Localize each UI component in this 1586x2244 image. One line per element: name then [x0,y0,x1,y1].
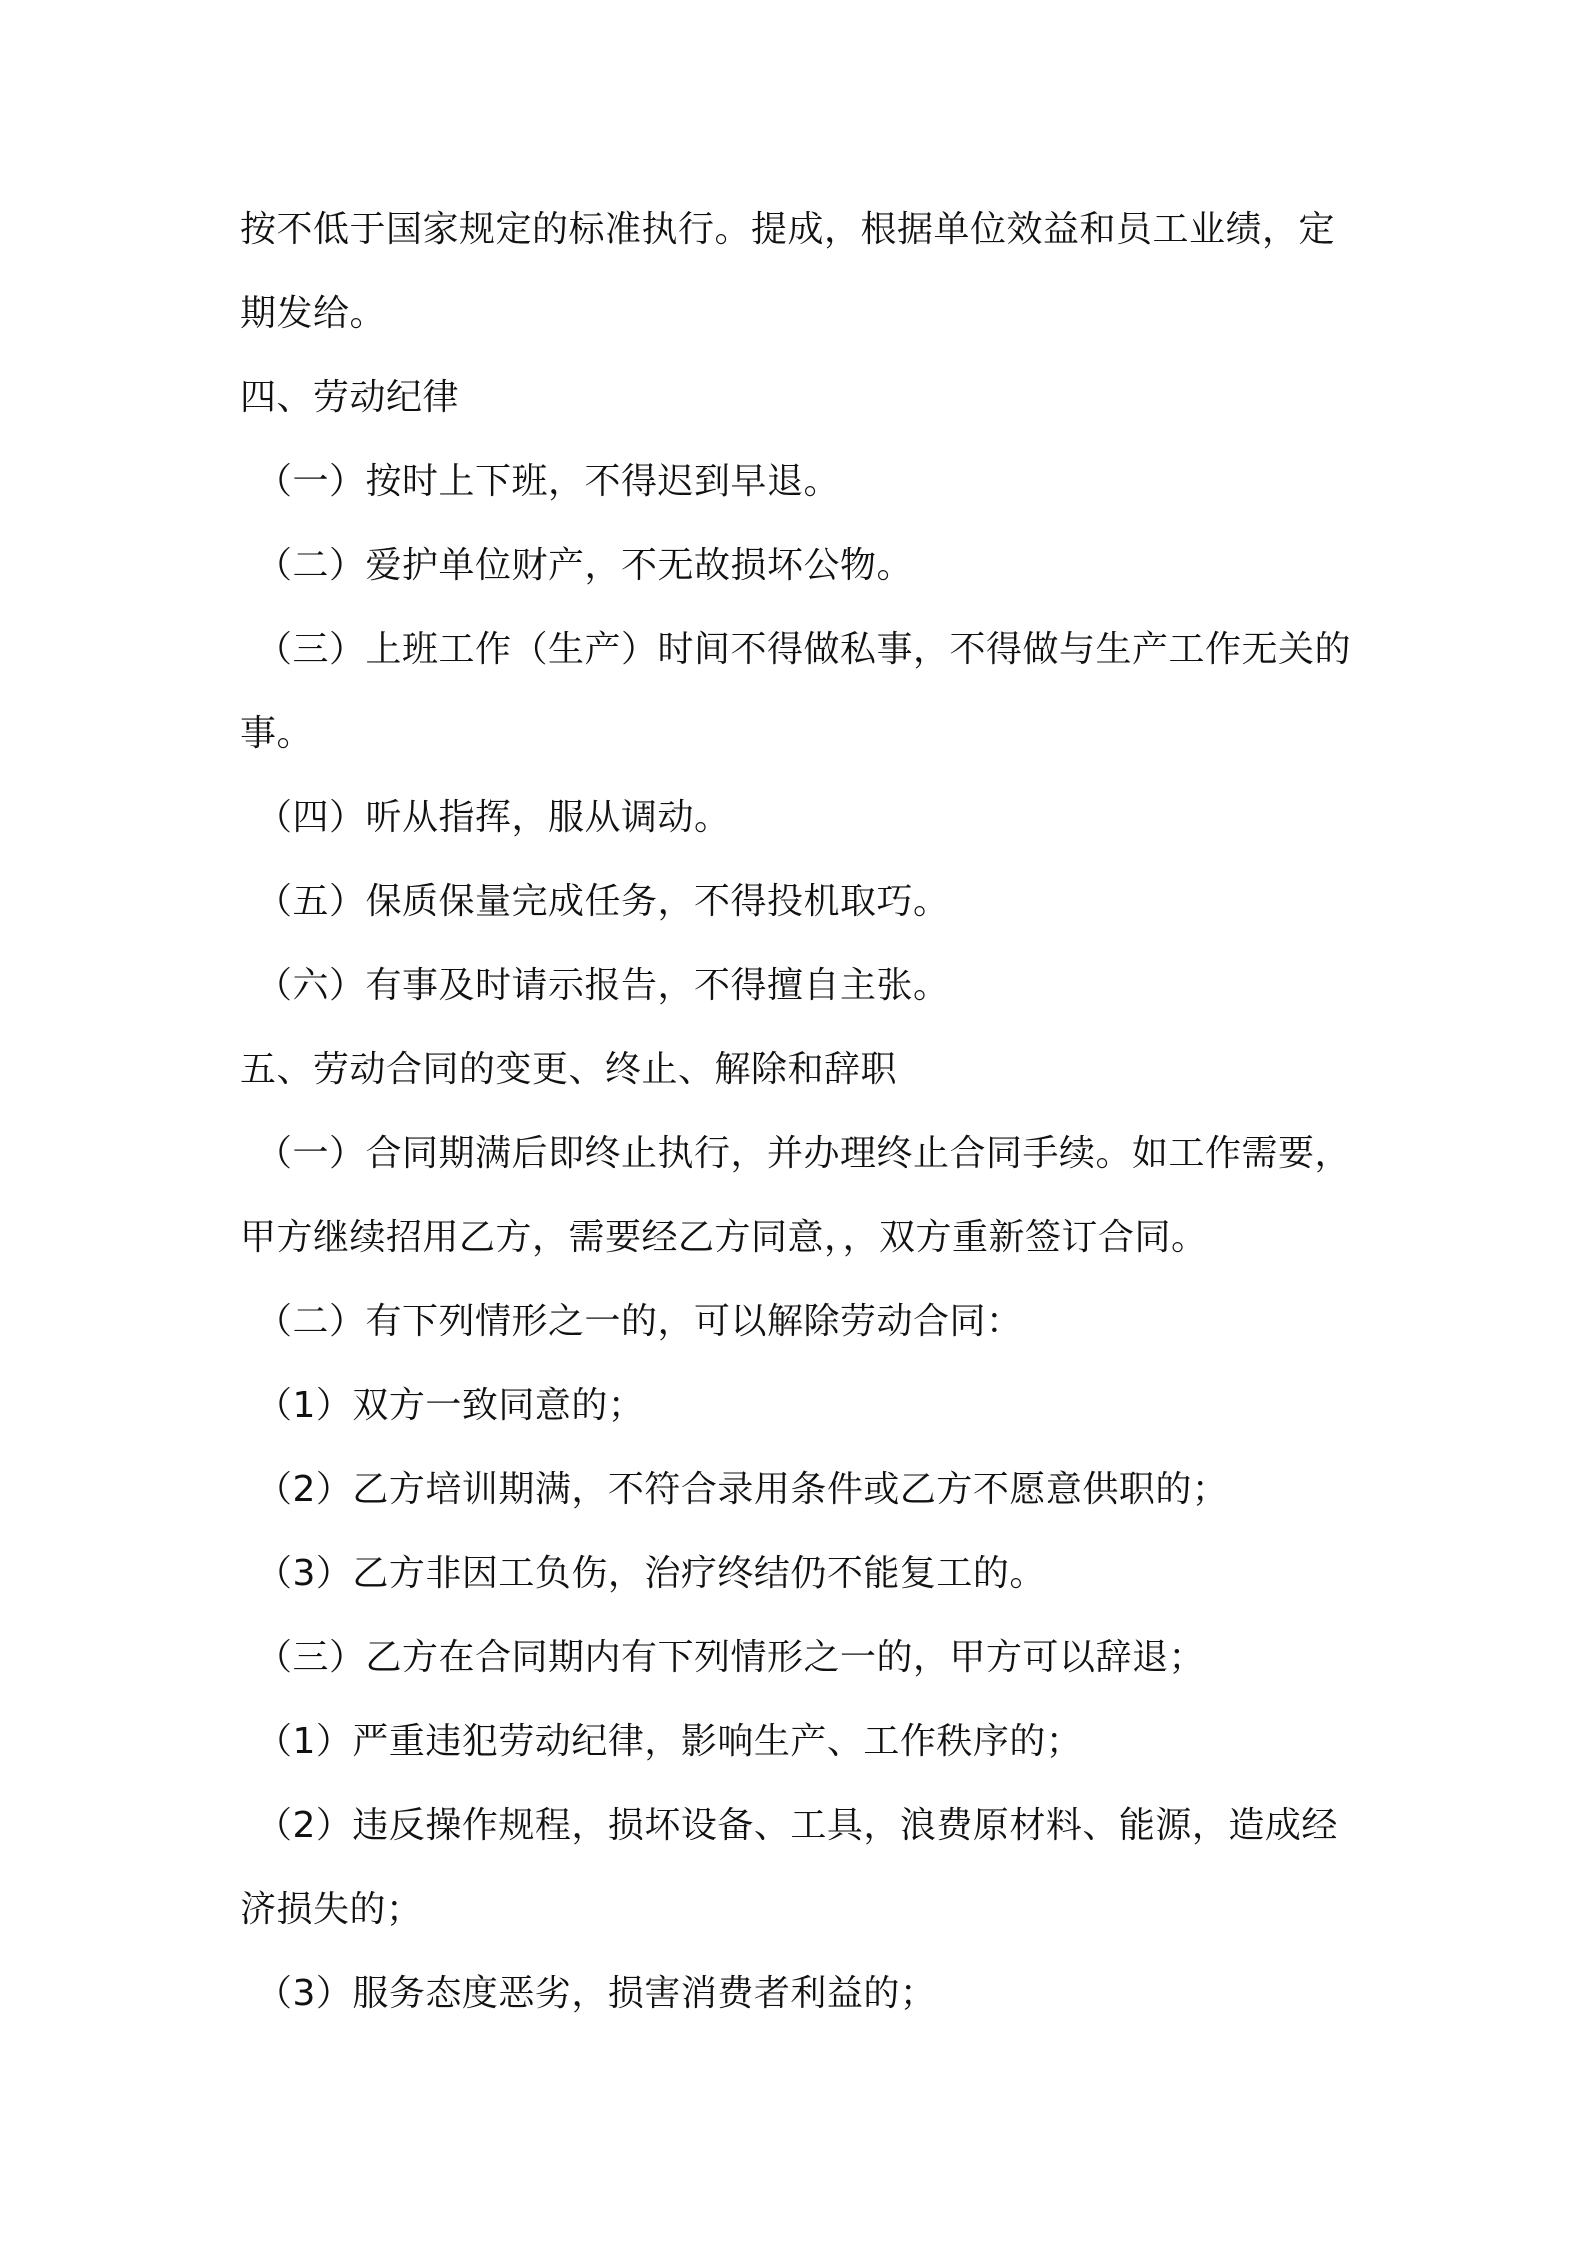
list-item: （一）按时上下班，不得迟到早退。 [256,461,841,502]
list-item: （一）合同期满后即终止执行，并办理终止合同手续。如工作需要， [256,1133,1352,1174]
list-item-continuation: 甲方继续招用乙方，需要经乙方同意，，双方重新签订合同。 [240,1217,1208,1258]
list-item: （五）保质保量完成任务，不得投机取巧。 [256,881,950,922]
paragraph-line: 按不低于国家规定的标准执行。提成，根据单位效益和员工业绩，定 [240,209,1336,250]
list-item: （四）听从指挥，服从调动。 [256,797,731,838]
list-item: （二）爱护单位财产，不无故损坏公物。 [256,545,914,586]
list-item: （六）有事及时请示报告，不得擅自主张。 [256,965,950,1006]
sub-list-item: （1）双方一致同意的； [256,1385,645,1426]
sub-list-item: （1）严重违犯劳动纪律，影响生产、工作秩序的； [256,1721,1083,1762]
list-item: （三）上班工作（生产）时间不得做私事，不得做与生产工作无关的 [256,629,1352,670]
list-item: （二）有下列情形之一的，可以解除劳动合同： [256,1301,1023,1342]
sub-list-item: （2）乙方培训期满，不符合录用条件或乙方不愿意供职的； [256,1469,1229,1510]
list-item-continuation: 事。 [240,713,314,754]
sub-list-item: （2）违反操作规程，损坏设备、工具，浪费原材料、能源，造成经 [256,1805,1338,1846]
sub-list-item: （3）服务态度恶劣，损害消费者利益的； [256,1973,937,2014]
sub-list-item-continuation: 济损失的； [240,1889,423,1930]
section-heading: 四、劳动纪律 [240,377,460,418]
list-item: （三）乙方在合同期内有下列情形之一的，甲方可以辞退； [256,1637,1206,1678]
sub-list-item: （3）乙方非因工负伤，治疗终结仍不能复工的。 [256,1553,1046,1594]
paragraph-line: 期发给。 [240,293,387,334]
document-body [240,200,1365,2048]
section-heading: 五、劳动合同的变更、终止、解除和辞职 [240,1049,898,1090]
